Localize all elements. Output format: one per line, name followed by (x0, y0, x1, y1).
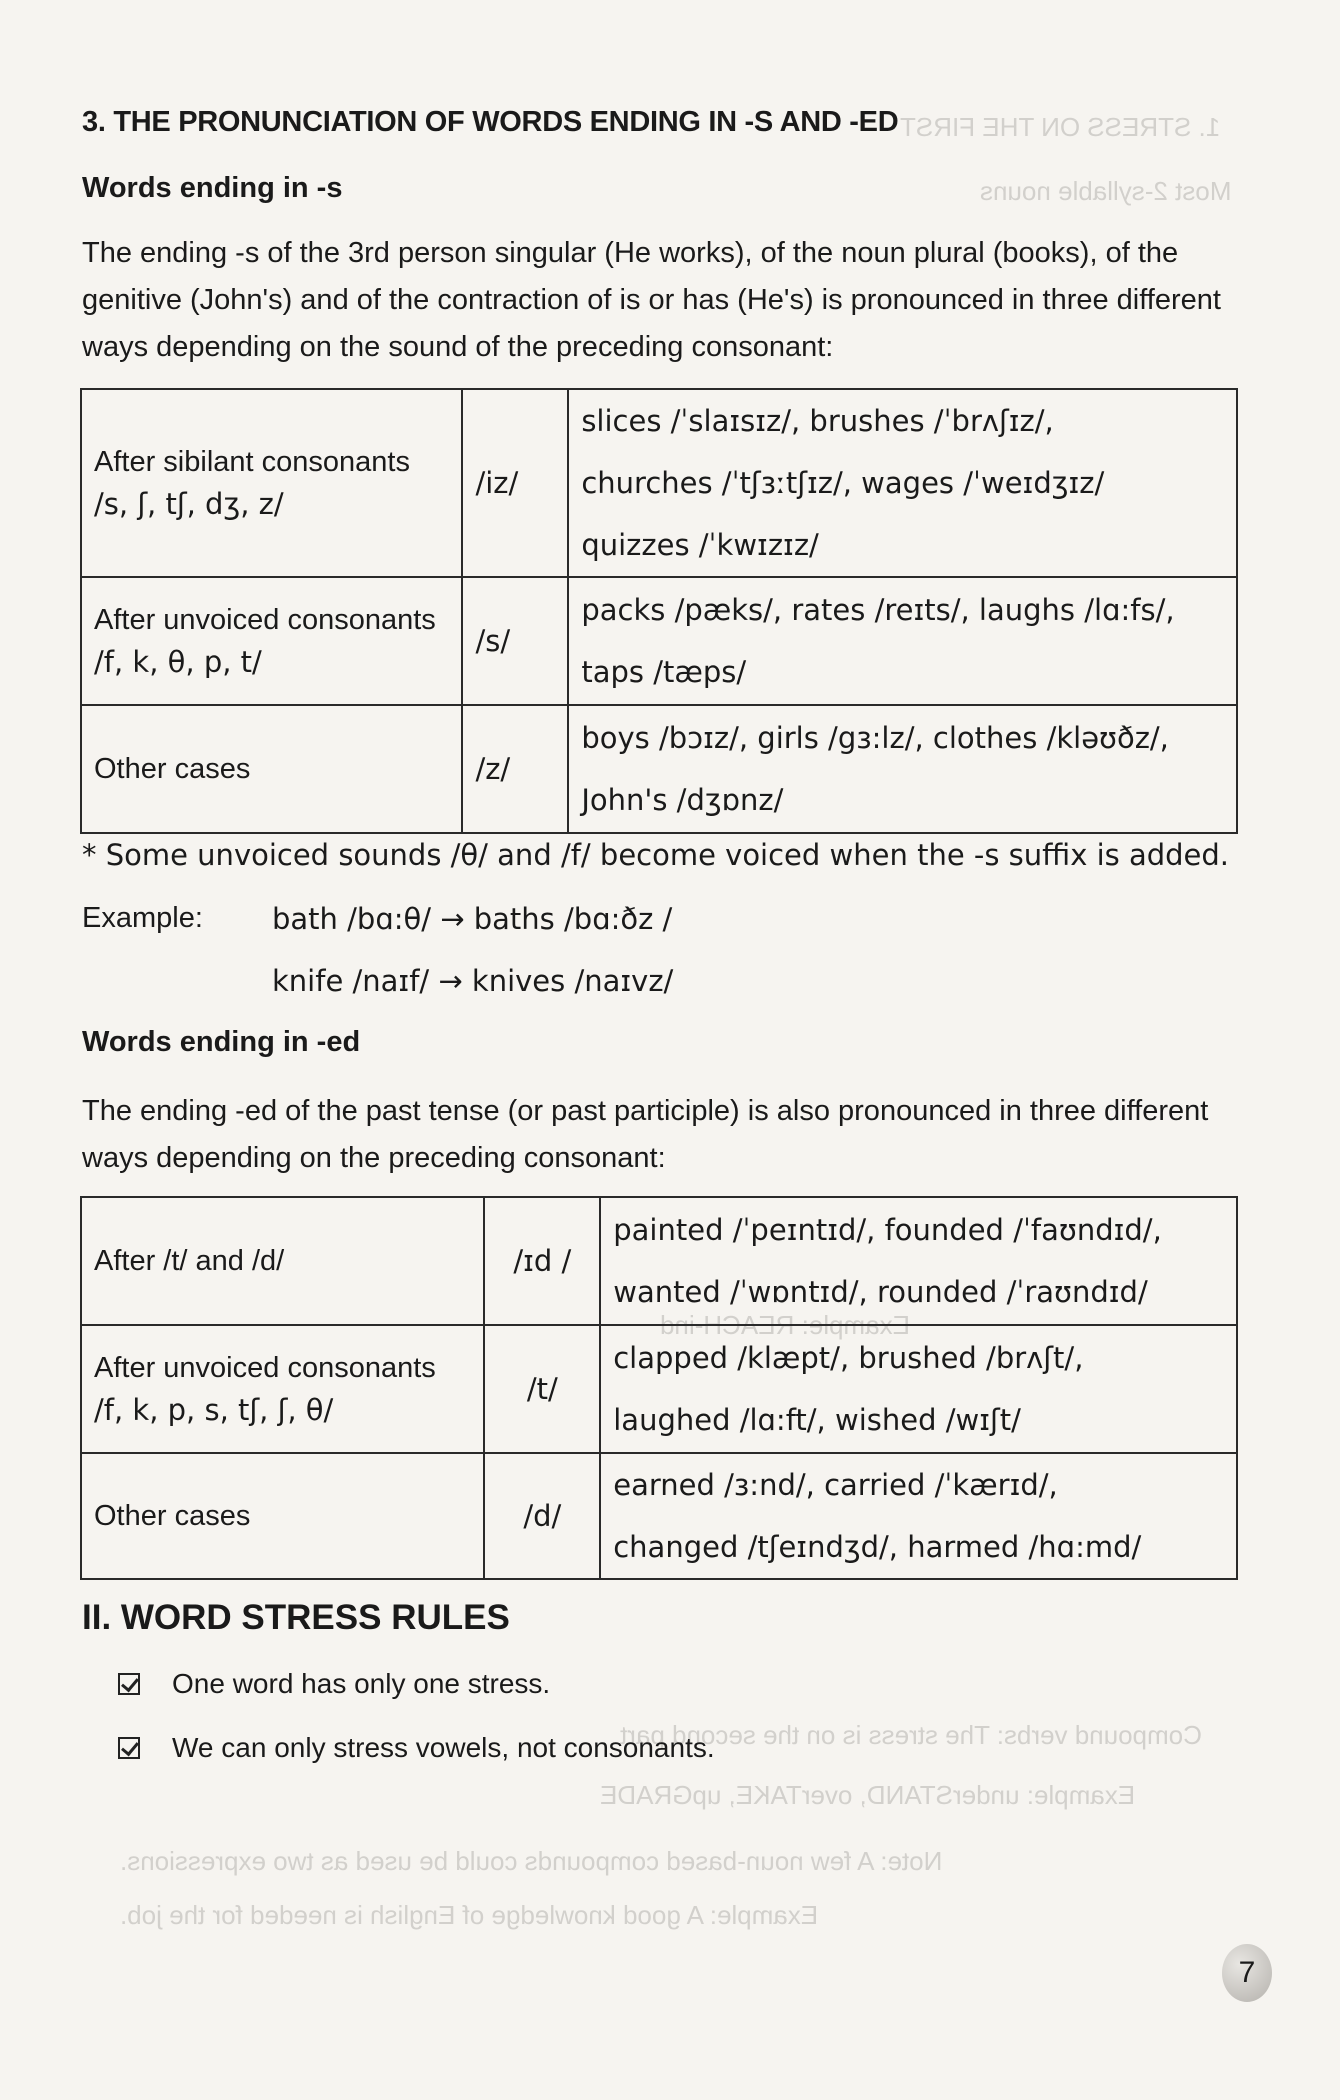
condition-text: After unvoiced consonants (94, 603, 436, 636)
checkbox-icon (118, 1737, 140, 1759)
rule-item (118, 1732, 715, 1764)
examples-cell (568, 389, 1237, 577)
example-line: bath /bɑ:θ/ → baths /bɑ:ðz / (272, 902, 673, 936)
bleed-through-text: Compound verbs: The stress is on the second part (620, 1720, 1202, 1750)
stress-rules-heading: II. WORD STRESS RULES (82, 1598, 510, 1637)
condition-text: After /t/ and /d/ (94, 1244, 285, 1277)
ipa-cell: /ɪd / (484, 1197, 600, 1325)
example-line: wanted /ˈwɒntɪd/, rounded /ˈraʊndɪd/ (613, 1275, 1148, 1309)
page-number: 7 (1222, 1944, 1272, 2002)
s-heading: Words ending in -s (82, 172, 343, 204)
example-line: packs /pæks/, rates /reɪts/, laughs /lɑ:fs/, (581, 593, 1175, 627)
example-line: knife /naɪf/ → knives /naɪvz/ (272, 964, 674, 998)
s-pronunciation-table (80, 388, 1238, 834)
bleed-through-text: Example: REACH-ind (660, 1310, 910, 1340)
ipa-cell: /s/ (462, 577, 568, 705)
example-line: laughed /lɑ:ft/, wished /wɪʃt/ (613, 1403, 1021, 1437)
rule-item (118, 1668, 550, 1700)
examples-cell (600, 1325, 1237, 1453)
examples-cell (600, 1197, 1237, 1325)
examples-cell (600, 1453, 1237, 1579)
condition-cell (81, 1197, 484, 1325)
s-intro: The ending -s of the 3rd person singular (He works), of the noun plural (books), of the genitive (John's) and of the contraction of is or has (He's) is pronounced in three different ways depending on the sound of the preceding consonant: (82, 237, 1221, 363)
rule-text: We can only stress vowels, not consonants. (172, 1732, 715, 1763)
ipa-cell: /d/ (484, 1453, 600, 1579)
ed-intro: The ending -ed of the past tense (or past participle) is also pronounced in three different ways depending on the preceding consonant: (82, 1095, 1209, 1174)
bleed-through-text: Note: A few noun-based compounds could be used as two expressions. (120, 1846, 943, 1876)
condition-cell (81, 1325, 484, 1453)
section-title: 3. THE PRONUNCIATION OF WORDS ENDING IN -S AND -ED (82, 106, 899, 138)
table-row (81, 577, 1237, 705)
table-row (81, 1325, 1237, 1453)
table-row (81, 705, 1237, 833)
examples-cell (568, 577, 1237, 705)
example-line: John's /dʒɒnz/ (581, 783, 784, 817)
condition-sounds: /f, k, θ, p, t/ (94, 644, 262, 679)
example-line: slices /ˈslaɪsɪz/, brushes /ˈbrʌʃɪz/, (581, 404, 1054, 438)
ed-pronunciation-table (80, 1196, 1238, 1580)
condition-text: After sibilant consonants (94, 445, 410, 478)
example-line: taps /tæps/ (581, 655, 747, 689)
bleed-through-text: 1. STRESS ON THE FIRST (900, 112, 1221, 142)
examples-cell (568, 705, 1237, 833)
condition-text: Other cases (94, 752, 251, 785)
bleed-through-text: Example: underSTAND, overTAKE, upGRADE (600, 1780, 1136, 1810)
example-line: changed /tʃeɪndʒd/, harmed /hɑ:md/ (613, 1530, 1142, 1564)
example-line: clapped /klæpt/, brushed /brʌʃt/, (613, 1341, 1084, 1375)
checkbox-icon (118, 1673, 140, 1695)
condition-cell (81, 389, 462, 577)
example-line: earned /ɜ:nd/, carried /ˈkærɪd/, (613, 1468, 1058, 1502)
condition-cell (81, 1453, 484, 1579)
example-line: painted /ˈpeɪntɪd/, founded /ˈfaʊndɪd/, (613, 1213, 1162, 1247)
example-label: Example: (82, 902, 203, 934)
condition-sounds: /f, k, p, s, tʃ, ʃ, θ/ (94, 1392, 334, 1427)
condition-text: After unvoiced consonants (94, 1351, 436, 1384)
ipa-cell: /iz/ (462, 389, 568, 577)
table-row (81, 389, 1237, 577)
bleed-through-text: Example: A good knowledge of English is needed for the job. (120, 1900, 819, 1930)
example-line: churches /ˈtʃɜːtʃɪz/, wages /ˈweɪdʒɪz/ (581, 466, 1105, 500)
example-line: boys /bɔɪz/, girls /gɜ:lz/, clothes /kləʊðz/, (581, 721, 1169, 755)
table-row (81, 1197, 1237, 1325)
bleed-through-text: Most 2-syllable nouns (980, 176, 1232, 206)
ipa-cell: /z/ (462, 705, 568, 833)
ed-heading: Words ending in -ed (82, 1026, 361, 1058)
condition-cell (81, 577, 462, 705)
condition-sounds: /s, ʃ, tʃ, dʒ, z/ (94, 486, 284, 521)
rule-text: One word has only one stress. (172, 1668, 551, 1699)
voicing-note: * Some unvoiced sounds /θ/ and /f/ become voiced when the -s suffix is added. (82, 838, 1230, 872)
example-line: quizzes /ˈkwɪzɪz/ (581, 528, 819, 562)
table-row (81, 1453, 1237, 1579)
condition-cell (81, 705, 462, 833)
ipa-cell: /t/ (484, 1325, 600, 1453)
condition-text: Other cases (94, 1499, 251, 1532)
